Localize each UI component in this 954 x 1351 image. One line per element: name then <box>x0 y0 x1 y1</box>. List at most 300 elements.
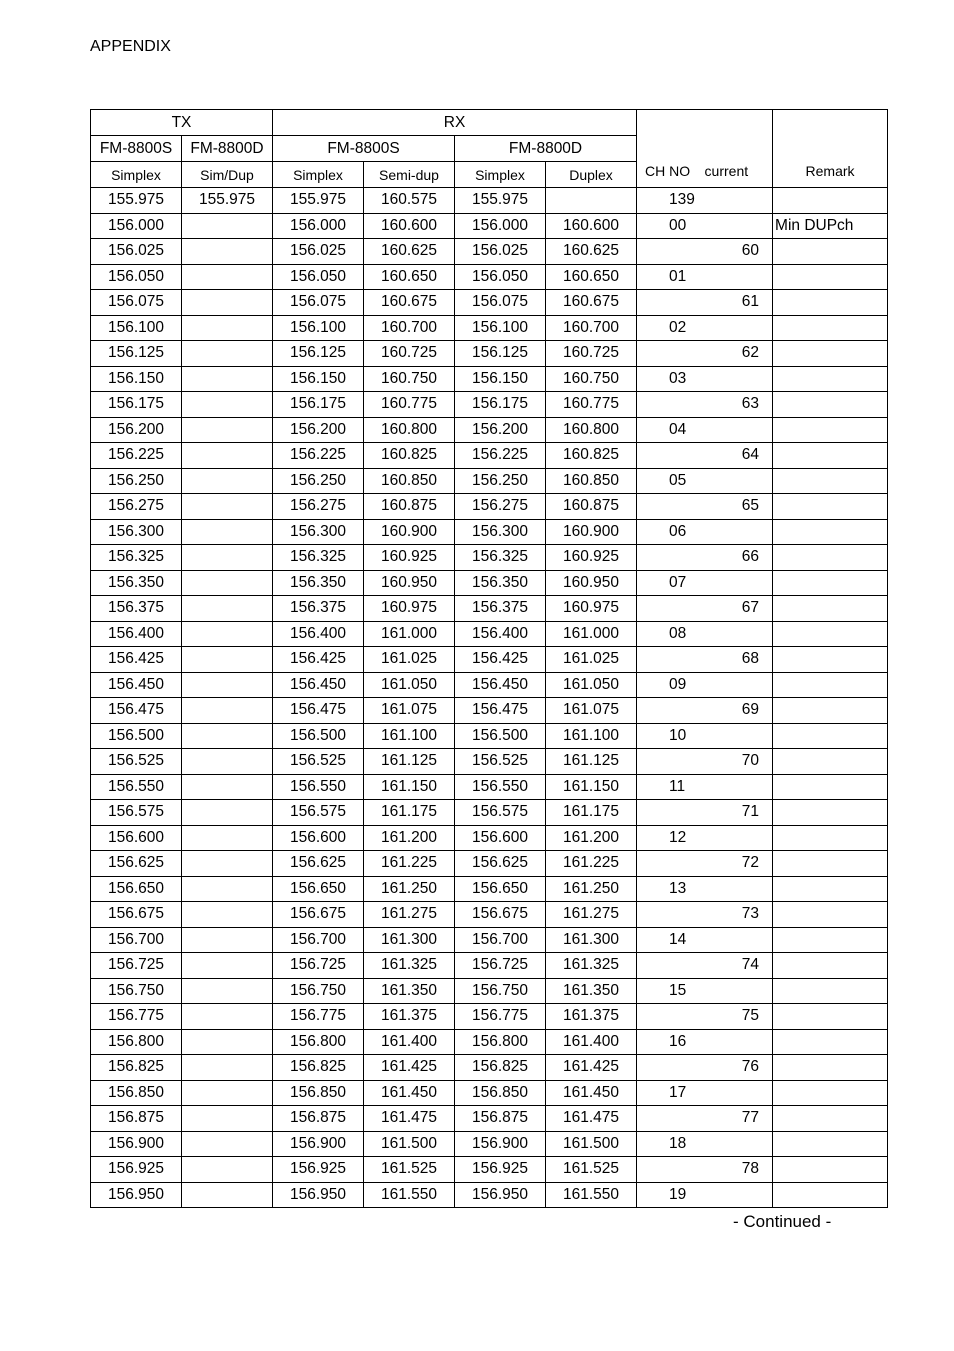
header-ch-no: CH NO <box>645 163 691 179</box>
table-row <box>91 341 888 367</box>
cell-rx-d-duplex: 160.925 <box>546 545 637 571</box>
cell-channel <box>637 341 773 367</box>
cell-rx-s-simplex: 156.300 <box>273 519 364 545</box>
cell-tx-simdup <box>182 596 273 622</box>
cell-ch-current: 70 <box>741 752 760 769</box>
cell-remark <box>773 851 888 877</box>
cell-ch-current: 65 <box>741 497 760 514</box>
cell-tx-simplex: 156.100 <box>91 315 182 341</box>
cell-rx-d-simplex: 156.550 <box>455 774 546 800</box>
cell-ch-no: 09 <box>669 675 687 693</box>
cell-rx-s-simplex: 156.075 <box>273 290 364 316</box>
cell-rx-d-simplex: 156.125 <box>455 341 546 367</box>
cell-channel <box>637 213 773 239</box>
cell-rx-s-semidup: 160.650 <box>364 264 455 290</box>
cell-rx-s-simplex: 156.225 <box>273 443 364 469</box>
cell-tx-simdup <box>182 672 273 698</box>
table-row <box>91 698 888 724</box>
cell-remark <box>773 1004 888 1030</box>
cell-rx-s-simplex: 156.725 <box>273 953 364 979</box>
cell-tx-simplex: 156.600 <box>91 825 182 851</box>
cell-rx-d-duplex: 161.375 <box>546 1004 637 1030</box>
cell-rx-d-simplex: 156.475 <box>455 698 546 724</box>
cell-rx-s-semidup: 161.450 <box>364 1080 455 1106</box>
table-row <box>91 545 888 571</box>
cell-ch-no: 05 <box>669 471 687 489</box>
cell-channel <box>637 749 773 775</box>
cell-rx-d-duplex: 161.050 <box>546 672 637 698</box>
cell-rx-s-simplex: 156.100 <box>273 315 364 341</box>
cell-rx-s-semidup: 161.125 <box>364 749 455 775</box>
cell-rx-d-simplex: 156.275 <box>455 494 546 520</box>
cell-ch-no: 04 <box>669 420 687 438</box>
cell-rx-s-semidup: 161.150 <box>364 774 455 800</box>
cell-rx-d-duplex: 160.800 <box>546 417 637 443</box>
cell-rx-d-duplex: 160.750 <box>546 366 637 392</box>
cell-rx-s-semidup: 161.525 <box>364 1157 455 1183</box>
cell-ch-no: 06 <box>669 522 687 540</box>
cell-rx-d-duplex: 160.900 <box>546 519 637 545</box>
cell-tx-simdup <box>182 749 273 775</box>
cell-rx-s-semidup: 160.825 <box>364 443 455 469</box>
cell-remark <box>773 723 888 749</box>
cell-tx-simplex: 156.125 <box>91 341 182 367</box>
table-body <box>91 188 888 1208</box>
table-row <box>91 1055 888 1081</box>
cell-rx-d-simplex: 156.800 <box>455 1029 546 1055</box>
cell-rx-s-semidup: 161.375 <box>364 1004 455 1030</box>
cell-rx-d-simplex: 156.025 <box>455 239 546 265</box>
cell-rx-s-simplex: 156.025 <box>273 239 364 265</box>
cell-channel <box>637 366 773 392</box>
cell-channel <box>637 494 773 520</box>
cell-rx-d-duplex: 161.125 <box>546 749 637 775</box>
header-rx-d-simplex: Simplex <box>455 162 546 188</box>
cell-rx-s-simplex: 156.175 <box>273 392 364 418</box>
cell-rx-s-simplex: 156.550 <box>273 774 364 800</box>
cell-remark <box>773 188 888 214</box>
cell-rx-s-semidup: 161.500 <box>364 1131 455 1157</box>
cell-rx-s-semidup: 160.900 <box>364 519 455 545</box>
cell-rx-s-simplex: 156.200 <box>273 417 364 443</box>
table-row <box>91 494 888 520</box>
cell-channel <box>637 621 773 647</box>
cell-tx-simdup <box>182 366 273 392</box>
cell-tx-simplex: 156.775 <box>91 1004 182 1030</box>
header-rx: RX <box>273 110 637 136</box>
cell-tx-simdup <box>182 851 273 877</box>
cell-tx-simplex: 156.900 <box>91 1131 182 1157</box>
cell-rx-d-simplex: 156.950 <box>455 1182 546 1208</box>
cell-remark <box>773 749 888 775</box>
cell-rx-d-duplex: 161.100 <box>546 723 637 749</box>
cell-channel <box>637 1029 773 1055</box>
header-rx-s-semidup: Semi-dup <box>364 162 455 188</box>
cell-tx-simplex: 156.875 <box>91 1106 182 1132</box>
cell-tx-simplex: 156.025 <box>91 239 182 265</box>
cell-rx-d-duplex: 160.775 <box>546 392 637 418</box>
cell-rx-s-semidup: 160.800 <box>364 417 455 443</box>
cell-tx-simdup <box>182 1106 273 1132</box>
cell-channel <box>637 953 773 979</box>
cell-rx-s-simplex: 156.150 <box>273 366 364 392</box>
cell-ch-current: 67 <box>741 599 760 616</box>
table-row <box>91 723 888 749</box>
cell-tx-simplex: 156.575 <box>91 800 182 826</box>
cell-tx-simdup <box>182 621 273 647</box>
cell-rx-s-semidup: 160.975 <box>364 596 455 622</box>
cell-rx-d-duplex: 161.025 <box>546 647 637 673</box>
cell-ch-current: 69 <box>741 701 760 718</box>
cell-remark <box>773 698 888 724</box>
cell-remark <box>773 443 888 469</box>
cell-remark <box>773 596 888 622</box>
cell-tx-simdup <box>182 953 273 979</box>
cell-rx-s-semidup: 160.725 <box>364 341 455 367</box>
cell-remark <box>773 290 888 316</box>
cell-tx-simdup <box>182 315 273 341</box>
cell-ch-no: 139 <box>669 191 695 208</box>
cell-rx-s-simplex: 156.450 <box>273 672 364 698</box>
cell-rx-d-duplex <box>546 188 637 214</box>
cell-ch-no: 07 <box>669 573 687 591</box>
cell-rx-s-semidup: 161.550 <box>364 1182 455 1208</box>
cell-remark <box>773 341 888 367</box>
cell-channel <box>637 1106 773 1132</box>
cell-rx-d-simplex: 155.975 <box>455 188 546 214</box>
cell-rx-d-duplex: 161.350 <box>546 978 637 1004</box>
cell-tx-simplex: 156.225 <box>91 443 182 469</box>
cell-rx-d-duplex: 161.200 <box>546 825 637 851</box>
cell-tx-simdup <box>182 443 273 469</box>
cell-channel <box>637 315 773 341</box>
cell-channel <box>637 596 773 622</box>
cell-rx-d-duplex: 161.000 <box>546 621 637 647</box>
table-row <box>91 443 888 469</box>
table-row <box>91 1004 888 1030</box>
cell-tx-simplex: 156.700 <box>91 927 182 953</box>
cell-rx-s-simplex: 156.825 <box>273 1055 364 1081</box>
cell-rx-s-simplex: 156.675 <box>273 902 364 928</box>
cell-rx-d-duplex: 160.725 <box>546 341 637 367</box>
cell-ch-current: 74 <box>741 956 760 973</box>
cell-remark <box>773 494 888 520</box>
cell-ch-current: 75 <box>741 1007 760 1024</box>
cell-tx-simdup <box>182 417 273 443</box>
cell-rx-s-semidup: 161.475 <box>364 1106 455 1132</box>
cell-rx-s-semidup: 160.700 <box>364 315 455 341</box>
cell-rx-s-simplex: 156.350 <box>273 570 364 596</box>
cell-rx-d-simplex: 156.425 <box>455 647 546 673</box>
cell-rx-s-semidup: 160.850 <box>364 468 455 494</box>
cell-rx-d-simplex: 156.825 <box>455 1055 546 1081</box>
table-row <box>91 1080 888 1106</box>
cell-tx-simplex: 156.425 <box>91 647 182 673</box>
cell-remark <box>773 927 888 953</box>
cell-rx-d-simplex: 156.250 <box>455 468 546 494</box>
cell-remark <box>773 264 888 290</box>
cell-rx-s-semidup: 160.625 <box>364 239 455 265</box>
cell-remark <box>773 1182 888 1208</box>
header-ch-current <box>637 110 773 188</box>
table-row <box>91 1106 888 1132</box>
cell-remark <box>773 1055 888 1081</box>
cell-ch-current: 76 <box>741 1058 760 1075</box>
table-row <box>91 749 888 775</box>
cell-rx-d-duplex: 160.950 <box>546 570 637 596</box>
cell-tx-simdup <box>182 1157 273 1183</box>
cell-channel <box>637 876 773 902</box>
cell-rx-d-simplex: 156.000 <box>455 213 546 239</box>
cell-tx-simplex: 156.275 <box>91 494 182 520</box>
cell-rx-s-simplex: 156.250 <box>273 468 364 494</box>
cell-rx-d-duplex: 160.700 <box>546 315 637 341</box>
table-row <box>91 1131 888 1157</box>
cell-tx-simplex: 156.550 <box>91 774 182 800</box>
cell-tx-simdup <box>182 698 273 724</box>
cell-tx-simplex: 156.325 <box>91 545 182 571</box>
cell-rx-d-duplex: 161.400 <box>546 1029 637 1055</box>
cell-rx-d-duplex: 161.500 <box>546 1131 637 1157</box>
cell-rx-d-duplex: 161.150 <box>546 774 637 800</box>
cell-tx-simdup <box>182 1080 273 1106</box>
cell-rx-d-simplex: 156.225 <box>455 443 546 469</box>
cell-rx-d-duplex: 161.450 <box>546 1080 637 1106</box>
header-rx-fm8800d: FM-8800D <box>455 136 637 162</box>
cell-rx-s-simplex: 156.525 <box>273 749 364 775</box>
cell-remark <box>773 1131 888 1157</box>
cell-rx-d-simplex: 156.850 <box>455 1080 546 1106</box>
cell-channel <box>637 927 773 953</box>
cell-rx-s-simplex: 156.600 <box>273 825 364 851</box>
cell-tx-simdup <box>182 468 273 494</box>
table-row <box>91 468 888 494</box>
cell-tx-simdup <box>182 494 273 520</box>
cell-rx-d-simplex: 156.400 <box>455 621 546 647</box>
cell-rx-s-simplex: 156.475 <box>273 698 364 724</box>
cell-rx-s-semidup: 160.775 <box>364 392 455 418</box>
cell-channel <box>637 647 773 673</box>
cell-rx-d-simplex: 156.150 <box>455 366 546 392</box>
cell-channel <box>637 851 773 877</box>
cell-tx-simplex: 156.375 <box>91 596 182 622</box>
cell-channel <box>637 290 773 316</box>
cell-ch-current: 60 <box>741 242 760 259</box>
cell-rx-s-simplex: 156.850 <box>273 1080 364 1106</box>
cell-tx-simdup <box>182 1182 273 1208</box>
cell-tx-simdup <box>182 519 273 545</box>
table-row <box>91 239 888 265</box>
cell-tx-simdup <box>182 1131 273 1157</box>
cell-rx-d-simplex: 156.325 <box>455 545 546 571</box>
cell-rx-d-simplex: 156.650 <box>455 876 546 902</box>
cell-rx-d-simplex: 156.925 <box>455 1157 546 1183</box>
cell-channel <box>637 1080 773 1106</box>
table-row <box>91 213 888 239</box>
cell-rx-s-simplex: 156.000 <box>273 213 364 239</box>
cell-rx-d-simplex: 156.750 <box>455 978 546 1004</box>
cell-rx-d-simplex: 156.525 <box>455 749 546 775</box>
header-remark: Remark <box>773 110 888 188</box>
cell-tx-simplex: 156.075 <box>91 290 182 316</box>
frequency-table <box>90 109 888 1208</box>
cell-tx-simplex: 156.350 <box>91 570 182 596</box>
table-row <box>91 774 888 800</box>
table-row <box>91 290 888 316</box>
cell-rx-s-semidup: 161.025 <box>364 647 455 673</box>
cell-remark <box>773 1080 888 1106</box>
table-row <box>91 1157 888 1183</box>
cell-rx-s-simplex: 156.900 <box>273 1131 364 1157</box>
cell-channel <box>637 902 773 928</box>
cell-channel <box>637 443 773 469</box>
cell-rx-d-simplex: 156.300 <box>455 519 546 545</box>
cell-remark <box>773 366 888 392</box>
cell-rx-s-semidup: 161.050 <box>364 672 455 698</box>
table-row <box>91 647 888 673</box>
cell-rx-d-duplex: 161.550 <box>546 1182 637 1208</box>
cell-rx-s-semidup: 161.350 <box>364 978 455 1004</box>
cell-rx-s-semidup: 160.675 <box>364 290 455 316</box>
cell-tx-simdup <box>182 1004 273 1030</box>
cell-rx-s-semidup: 161.200 <box>364 825 455 851</box>
cell-ch-current: 73 <box>741 905 760 922</box>
cell-tx-simdup <box>182 341 273 367</box>
cell-rx-s-semidup: 160.950 <box>364 570 455 596</box>
cell-ch-no: 18 <box>669 1134 687 1152</box>
cell-remark: Min DUPch <box>773 213 888 239</box>
table-row <box>91 978 888 1004</box>
header-rx-s-simplex: Simplex <box>273 162 364 188</box>
cell-rx-s-simplex: 156.275 <box>273 494 364 520</box>
cell-tx-simplex: 156.675 <box>91 902 182 928</box>
cell-rx-s-simplex: 156.750 <box>273 978 364 1004</box>
cell-ch-current: 63 <box>741 395 760 412</box>
cell-rx-d-duplex: 160.850 <box>546 468 637 494</box>
cell-tx-simplex: 156.300 <box>91 519 182 545</box>
cell-remark <box>773 570 888 596</box>
cell-ch-no: 15 <box>669 981 687 999</box>
cell-remark <box>773 1106 888 1132</box>
cell-ch-no: 16 <box>669 1032 687 1050</box>
cell-ch-no: 00 <box>669 216 687 234</box>
cell-ch-no: 02 <box>669 318 687 336</box>
cell-rx-s-semidup: 161.100 <box>364 723 455 749</box>
cell-remark <box>773 239 888 265</box>
cell-channel <box>637 825 773 851</box>
cell-remark <box>773 902 888 928</box>
cell-remark <box>773 519 888 545</box>
cell-channel <box>637 392 773 418</box>
table-row <box>91 851 888 877</box>
cell-tx-simdup <box>182 392 273 418</box>
page-title: APPENDIX <box>90 38 171 55</box>
cell-tx-simplex: 156.000 <box>91 213 182 239</box>
cell-rx-d-simplex: 156.350 <box>455 570 546 596</box>
cell-channel <box>637 188 773 214</box>
cell-tx-simplex: 156.200 <box>91 417 182 443</box>
cell-remark <box>773 545 888 571</box>
cell-channel <box>637 723 773 749</box>
cell-rx-d-duplex: 161.225 <box>546 851 637 877</box>
cell-rx-d-simplex: 156.375 <box>455 596 546 622</box>
cell-remark <box>773 825 888 851</box>
cell-rx-d-simplex: 156.700 <box>455 927 546 953</box>
cell-tx-simdup <box>182 1029 273 1055</box>
cell-tx-simdup <box>182 213 273 239</box>
table-row <box>91 825 888 851</box>
cell-tx-simplex: 156.475 <box>91 698 182 724</box>
header-tx-simplex: Simplex <box>91 162 182 188</box>
cell-remark <box>773 672 888 698</box>
cell-rx-s-simplex: 156.700 <box>273 927 364 953</box>
cell-rx-d-duplex: 161.275 <box>546 902 637 928</box>
cell-tx-simdup <box>182 290 273 316</box>
cell-channel <box>637 1004 773 1030</box>
cell-rx-d-simplex: 156.875 <box>455 1106 546 1132</box>
cell-rx-s-simplex: 156.625 <box>273 851 364 877</box>
cell-rx-d-simplex: 156.625 <box>455 851 546 877</box>
cell-rx-d-duplex: 161.525 <box>546 1157 637 1183</box>
cell-ch-no: 03 <box>669 369 687 387</box>
cell-ch-current: 62 <box>741 344 760 361</box>
cell-rx-s-simplex: 156.500 <box>273 723 364 749</box>
cell-rx-s-semidup: 161.175 <box>364 800 455 826</box>
table-row <box>91 672 888 698</box>
cell-channel <box>637 978 773 1004</box>
cell-rx-d-duplex: 161.475 <box>546 1106 637 1132</box>
cell-rx-s-semidup: 161.325 <box>364 953 455 979</box>
cell-rx-s-simplex: 156.050 <box>273 264 364 290</box>
cell-tx-simplex: 155.975 <box>91 188 182 214</box>
cell-tx-simplex: 156.725 <box>91 953 182 979</box>
cell-tx-simdup <box>182 570 273 596</box>
table-row <box>91 188 888 214</box>
cell-tx-simplex: 156.650 <box>91 876 182 902</box>
cell-rx-d-simplex: 156.900 <box>455 1131 546 1157</box>
cell-rx-d-simplex: 156.675 <box>455 902 546 928</box>
cell-ch-no: 14 <box>669 930 687 948</box>
cell-channel <box>637 800 773 826</box>
cell-rx-s-semidup: 161.075 <box>364 698 455 724</box>
header-tx-fm8800d: FM-8800D <box>182 136 273 162</box>
cell-channel <box>637 545 773 571</box>
cell-ch-current: 71 <box>741 803 760 820</box>
cell-rx-d-simplex: 156.775 <box>455 1004 546 1030</box>
cell-rx-s-semidup: 161.225 <box>364 851 455 877</box>
cell-tx-simplex: 156.250 <box>91 468 182 494</box>
cell-ch-current: 61 <box>741 293 760 310</box>
cell-rx-s-simplex: 156.425 <box>273 647 364 673</box>
cell-remark <box>773 647 888 673</box>
cell-remark <box>773 800 888 826</box>
cell-rx-d-duplex: 160.825 <box>546 443 637 469</box>
cell-rx-d-duplex: 160.600 <box>546 213 637 239</box>
table-row <box>91 1182 888 1208</box>
cell-channel <box>637 698 773 724</box>
table-row <box>91 264 888 290</box>
cell-channel <box>637 1055 773 1081</box>
cell-tx-simdup <box>182 723 273 749</box>
table-row <box>91 519 888 545</box>
header-tx: TX <box>91 110 273 136</box>
cell-tx-simdup <box>182 647 273 673</box>
cell-remark <box>773 1157 888 1183</box>
cell-rx-s-simplex: 156.775 <box>273 1004 364 1030</box>
cell-tx-simplex: 156.825 <box>91 1055 182 1081</box>
cell-rx-d-simplex: 156.575 <box>455 800 546 826</box>
header-current: current <box>704 163 749 179</box>
